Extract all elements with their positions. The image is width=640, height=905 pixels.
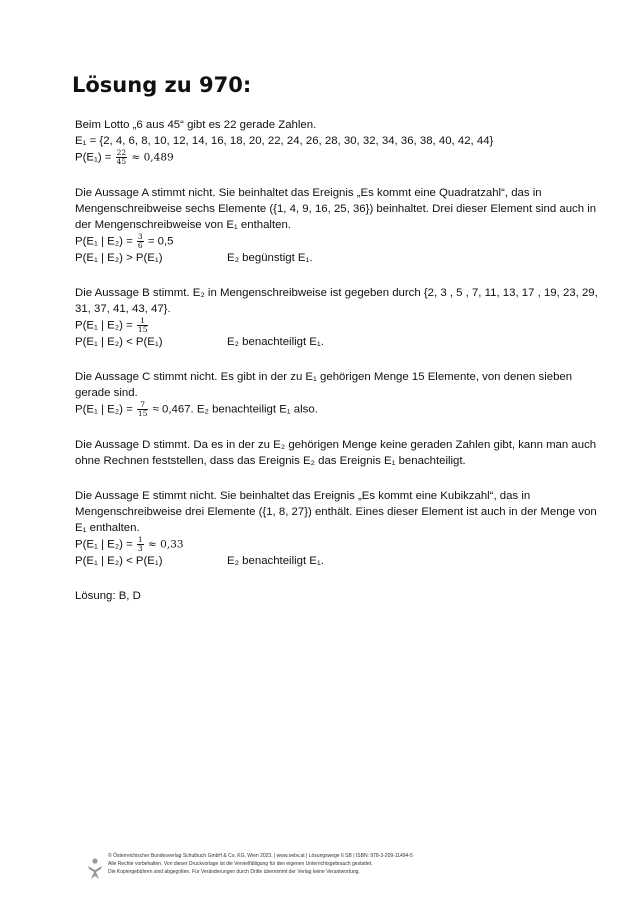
statement-b-text: Die Aussage B stimmt. E₂ in Mengenschreibweise ist gegeben durch {2, 3 , 5 , 7, 11, 13, 17 , 19, 23, 29, 31, 37, 41, 43, 47}. <box>75 287 598 315</box>
page-title: Lösung zu 970: <box>72 73 252 97</box>
fraction: $\frac{1}{15}$ <box>137 316 148 334</box>
fraction: $\frac{22}{45}$ <box>116 148 127 166</box>
statement-b-comparison: P(E₁ | E₂) < P(E₁) E₂ benachteiligt E₁. <box>75 336 324 348</box>
copyright-text: © Österreichischer Bundesverlag Schulbuch GmbH & Co. KG, Wien 2023. | www.oebv.at | Lösungswege 6 SB | ISBN: 978-3-209-11494-5 Alle Rechte vorbehalten. Von dieser Druckvorlage ist die Vervielfältigung für den eigenen Unterrichtsgebrauch gestattet. Die Kopiergebühren sind abgegolten. Für Veränderungen durch Dritte übernimmt der Verlag keine Verantwortung. <box>108 853 413 875</box>
solution-content <box>75 117 600 604</box>
final-solution: Lösung: B, D <box>75 590 141 602</box>
statement-a-block <box>75 185 600 266</box>
intro-block <box>75 117 600 166</box>
statement-e-block <box>75 488 600 569</box>
set-e1: E₁ = {2, 4, 6, 8, 10, 12, 14, 16, 18, 20, 22, 24, 26, 28, 30, 32, 34, 36, 38, 40, 42, 44} <box>75 135 494 147</box>
statement-e-prob: P(E₁ | E₂) = $\frac{1}{3}$ ≈ 0,33 <box>75 535 184 553</box>
statement-e-comparison: P(E₁ | E₂) < P(E₁) E₂ benachteiligt E₁. <box>75 555 324 567</box>
intro-line-1: Beim Lotto „6 aus 45“ gibt es 22 gerade Zahlen. <box>75 119 317 131</box>
prob-e1: P(E₁) = $\frac{22}{45}$ ≈ 0,489 <box>75 148 174 166</box>
statement-a-comparison: P(E₁ | E₂) > P(E₁) E₂ begünstigt E₁. <box>75 252 313 264</box>
fraction: $\frac{3}{6}$ <box>137 232 143 250</box>
statement-d-text: Die Aussage D stimmt. Da es in der zu E₂ gehörigen Menge keine geraden Zahlen gibt, kann man auch ohne Rechnen feststellen, dass das Ereignis E₂ das Ereignis E₁ benachteiligt. <box>75 439 597 467</box>
publisher-logo-icon <box>87 858 103 880</box>
statement-c-block <box>75 369 600 418</box>
statement-c-text: Die Aussage C stimmt nicht. Es gibt in der zu E₁ gehörigen Menge 15 Elemente, von denen sieben gerade sind. <box>75 371 573 399</box>
statement-e-text: Die Aussage E stimmt nicht. Sie beinhaltet das Ereignis „Es kommt eine Kubikzahl“, das in Mengenschreibweise drei Elemente ({1, 8, 27}) enthält. Eines dieser Element ist auch in der Menge von E₁ enthalten. <box>75 490 597 534</box>
fraction: $\frac{1}{3}$ <box>137 535 143 553</box>
fraction: $\frac{7}{15}$ <box>137 400 148 418</box>
statement-b-block <box>75 285 600 350</box>
statement-b-prob: P(E₁ | E₂) = $\frac{1}{15}$ <box>75 316 148 334</box>
statement-d-block <box>75 437 600 469</box>
statement-c-prob: P(E₁ | E₂) = $\frac{7}{15}$ ≈ 0,467. E₂ benachteiligt E₁ also. <box>75 400 318 418</box>
statement-a-text: Die Aussage A stimmt nicht. Sie beinhaltet das Ereignis „Es kommt eine Quadratzahl“, das in Mengenschreibweise sechs Elemente ({1, 4, 9, 16, 25, 36}) beinhaltet. Drei dieser Element sind auch in der Mengenschreibweise von E₁ enthalten. <box>75 187 597 231</box>
statement-a-prob: P(E₁ | E₂) = $\frac{3}{6}$ = 0,5 <box>75 232 174 250</box>
